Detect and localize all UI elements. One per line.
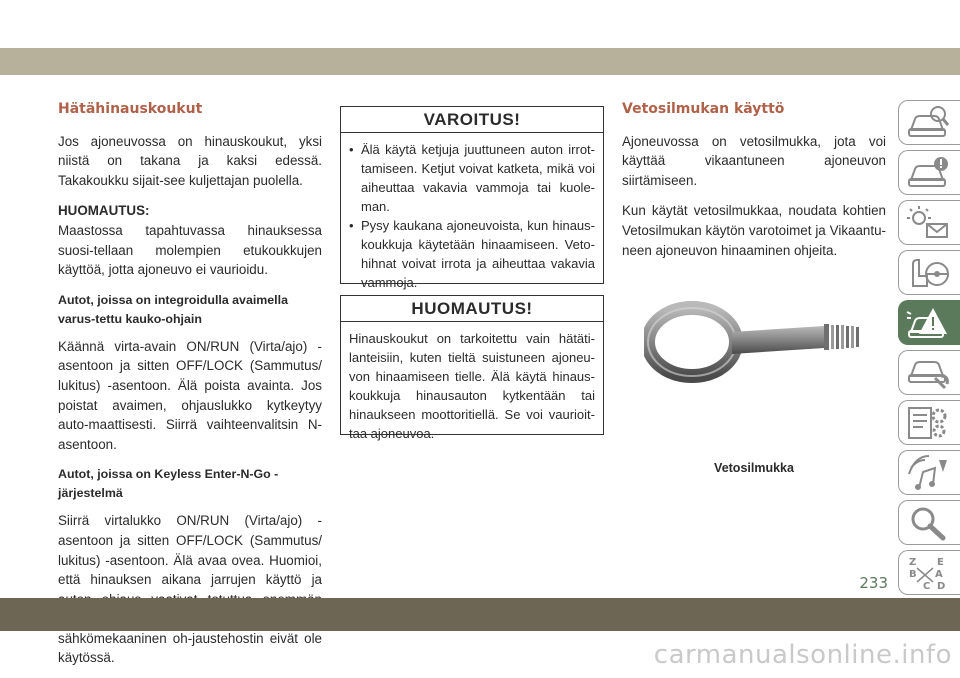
warning-bullet: • Älä käytä ketjuja juuttuneen auton irrot-tamiseen. Ketjut voivat katketa, mikä voi aiheuttaa vakavia vammoja tai kuole-man. xyxy=(349,142,595,214)
bullet-icon: • xyxy=(349,142,354,157)
tab-seat-steering[interactable] xyxy=(898,250,960,295)
right-column xyxy=(622,100,886,271)
subhead-integrated-key: Autot, joissa on integroidulla avaimella varus-tettu kauko-ohjain xyxy=(58,292,288,326)
warning-bullet: • Pysy kaukana ajoneuvoista, kun hinaus-koukkuja käytetään hinaamiseen. Veto-hihnat voivat irrota ja aiheuttaa vakavia vammoja. xyxy=(349,218,595,290)
intro-paragraph: Jos ajoneuvossa on hinauskoukut, yksi niistä on takana ja kaksi edessä. Takakoukku sijait-see kuljettajan puolella. xyxy=(58,133,322,188)
bottom-color-band xyxy=(0,598,960,631)
seat-steering-icon xyxy=(905,254,951,292)
tab-car-alert[interactable] xyxy=(898,150,960,195)
paragraph-keyless: Siirrä virtalukko ON/RUN (Virta/ajo) -asentoon ja sitten OFF/LOCK (Sammutus/ lukitus) -asentoon. Älä avaa ovea. Huomioi, että hinauksen aikana jarrujen käyttö ja sähkömekaaninen oh-jaustehostin eivät ole käytössä. xyxy=(58,513,322,666)
note-text: Maastossa tapahtuvassa hinauksessa suosi-tellaan molempien etukoukkujen käyttöä, jotta ajoneuvo ei vaurioidu. xyxy=(58,222,322,278)
languages-icon xyxy=(905,554,951,592)
multimedia-icon xyxy=(905,454,951,492)
car-emergency-icon xyxy=(905,304,951,342)
note-label: HUOMAUTUS: xyxy=(58,203,150,219)
tab-languages[interactable] xyxy=(898,550,960,595)
car-alert-icon xyxy=(905,154,951,192)
tab-car-service[interactable] xyxy=(898,350,960,395)
tab-search[interactable] xyxy=(898,500,960,545)
specifications-icon xyxy=(905,404,951,442)
paragraph-integrated-key: Käännä virta-avain ON/RUN (Virta/ajo) -asentoon ja sitten OFF/LOCK (Sammutus/ lukitus) -asentoon. Älä poista avainta. Jos poistat avaimen, ohjauslukko kytkeytyy auto-maattisesti. Siirrä vaihteenvalitsin N-asentoon. xyxy=(58,338,322,452)
svg-text:C: C xyxy=(923,580,931,592)
tab-car-emergency[interactable] xyxy=(898,300,960,345)
tab-dashboard-lights[interactable] xyxy=(898,200,960,245)
page-number: 233 xyxy=(859,574,888,592)
tab-specifications[interactable] xyxy=(898,400,960,445)
notice-text: Hinauskoukut on tarkoitettu vain hätäti-lanteisiin, kuten tieltä suistuneen ajoneu-von hinaamiseen tielle. Älä käytä hinaus-koukkuja hinausauton kytkentään tai hinaukseen moottoritiellä. Se voi vaurioit-taa ajoneuvoa. xyxy=(349,331,595,441)
tow-eye-illustration xyxy=(644,296,870,388)
chapter-tabs xyxy=(898,100,960,600)
car-service-icon xyxy=(905,354,951,392)
warning-box xyxy=(340,106,604,290)
tow-eye-paragraph-1: Ajoneuvossa on vetosilmukka, jota voi käyttää vikaantuneen ajoneuvon siirtämiseen. xyxy=(622,133,886,188)
tab-multimedia[interactable] xyxy=(898,450,960,495)
svg-text:A: A xyxy=(935,568,943,580)
notice-title: HUOMAUTUS! xyxy=(341,296,603,322)
notice-box xyxy=(340,295,604,441)
svg-text:Z: Z xyxy=(909,556,917,568)
svg-text:B: B xyxy=(909,568,917,580)
search-icon xyxy=(905,504,951,542)
dashboard-lights-icon xyxy=(905,204,951,242)
svg-text:D: D xyxy=(937,580,946,592)
tab-car-info[interactable] xyxy=(898,100,960,145)
warning-title: VAROITUS! xyxy=(341,107,603,133)
left-column xyxy=(58,100,322,668)
car-info-icon xyxy=(905,104,951,142)
watermark: carmanualsonline.info xyxy=(653,640,952,670)
top-color-band xyxy=(0,48,960,75)
section-title-emergency-hooks: Hätähinauskoukut xyxy=(58,101,203,117)
subhead-keyless: Autot, joissa on Keyless Enter-N-Go -järjestelmä xyxy=(58,467,279,501)
section-title-tow-eye: Vetosilmukan käyttö xyxy=(622,101,785,117)
tow-eye-paragraph-2: Kun käytät vetosilmukkaa, noudata kohtien Vetosilmukan käytön varotoimet ja Vikaantu-neen ajoneuvon hinaaminen ohjeita. xyxy=(622,203,886,258)
figure-caption: Vetosilmukka xyxy=(714,461,794,475)
bullet-icon: • xyxy=(349,218,354,233)
svg-text:E: E xyxy=(937,556,944,568)
